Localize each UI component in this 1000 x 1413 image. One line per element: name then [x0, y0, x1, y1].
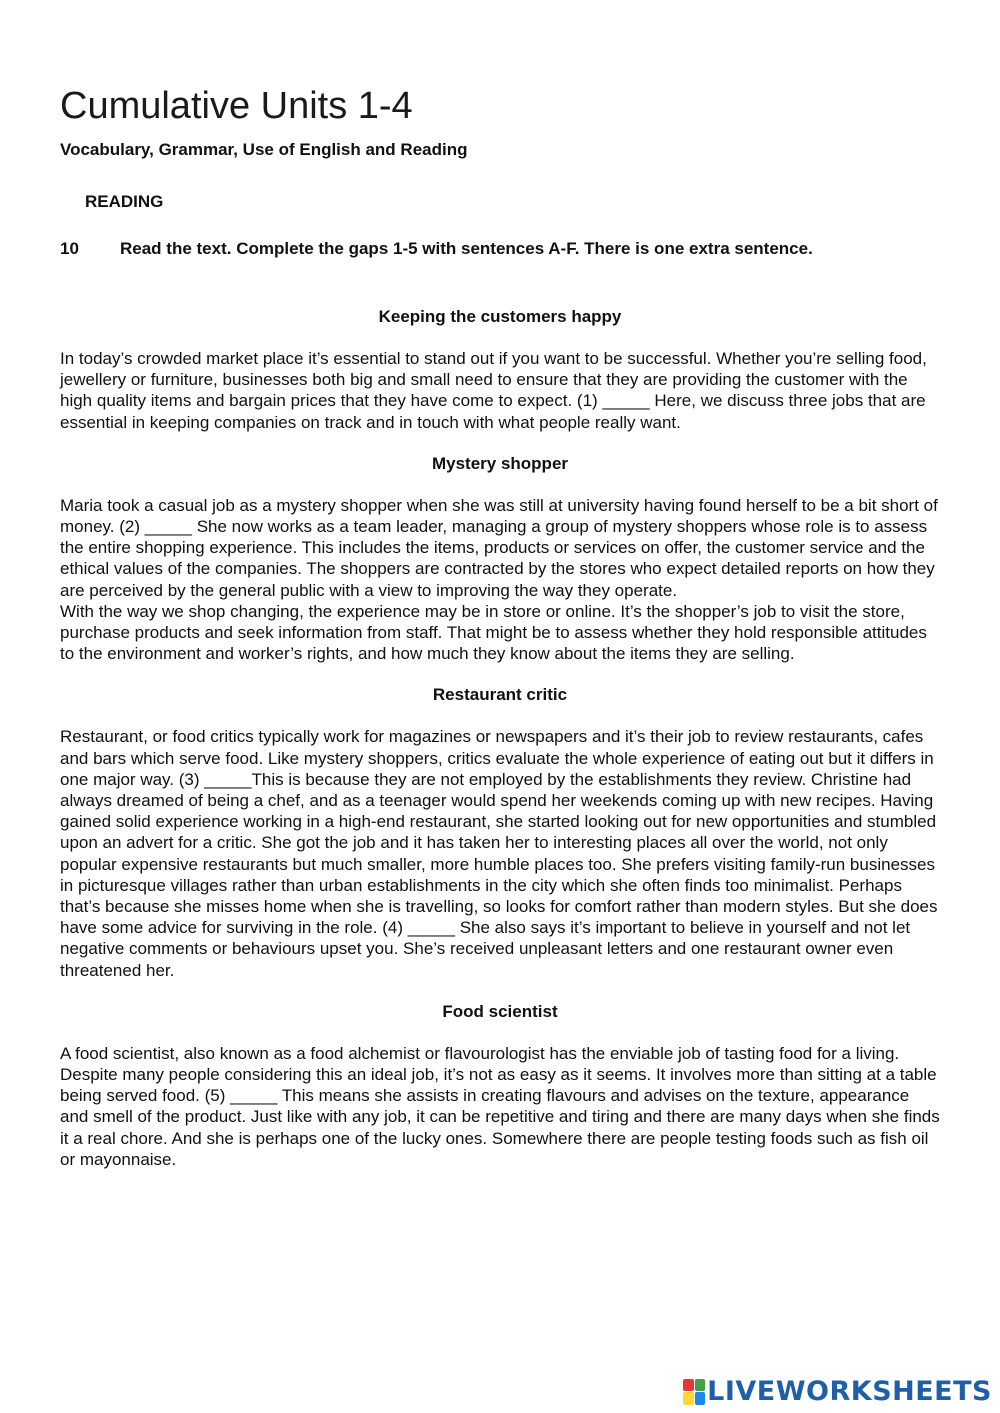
- section-heading-mystery-shopper: Mystery shopper: [431, 453, 569, 473]
- liveworksheets-logo-text: LIVEWORKSHEETS: [707, 1376, 992, 1407]
- section-heading-food-scientist: Food scientist: [442, 1001, 558, 1021]
- section-heading-restaurant-critic: Restaurant critic: [432, 685, 568, 705]
- liveworksheets-logo: [683, 1376, 992, 1407]
- mystery-shopper-paragraph-2: With the way we shop changing, the experience may be in store or online. It’s the shopper’s job to visit the store, purchase products and seek information from staff. That might be to assess whether they hold responsible attitudes to the environment and worker’s rights, and how much they know about the items they are selling.: [60, 601, 927, 664]
- exercise-text: Read the text. Complete the gaps 1-5 with sentences A-F. There is one extra sentence.: [120, 239, 813, 258]
- page-subtitle: Vocabulary, Grammar, Use of English and Reading: [60, 140, 468, 159]
- article-intro: In today’s crowded market place it’s essential to stand out if you want to be successful. Whether you’re selling food, jewellery or furniture, businesses both big and small need to ensure that they are providing the customer with the high quality items and bargain prices that they have come to expect. (1) _____ Here, we discuss three jobs that are essential in keeping companies on track and in touch with what people really want.: [60, 349, 927, 432]
- exercise-number: 10: [60, 239, 79, 258]
- worksheet-page: [60, 84, 940, 1170]
- exercise-instruction: [60, 239, 940, 259]
- article-heading: Keeping the customers happy: [378, 307, 622, 326]
- mystery-shopper-paragraph-1: Maria took a casual job as a mystery shopper when she was still at university having found herself to be a bit short of money. (2) _____ She now works as a team leader, managing a group of mystery shoppers whose role is to assess the entire shopping experience. This includes the items, products or services on offer, the customer service and the ethical values of the companies. The shoppers are contracted by the stores who expect detailed reports on how they are perceived by the general public with a view to improving the way they operate.: [60, 495, 938, 600]
- food-scientist-paragraph: A food scientist, also known as a food alchemist or flavourologist has the enviable job of tasting food for a living. Despite many people considering this an ideal job, it’s not as easy as it seems. It involves more than sitting at a table being served food. (5) _____ This means she assists in creating flavours and advises on the texture, appearance and smell of the product. Just like with any job, it can be repetitive and tiring and there are many days when she finds it a real chore. And she is perhaps one of the lucky ones. Somewhere there are people testing foods such as fish oil or mayonnaise.: [60, 1043, 940, 1169]
- liveworksheets-logo-icon: [683, 1379, 705, 1405]
- restaurant-critic-paragraph: Restaurant, or food critics typically work for magazines or newspapers and it’s their job to review restaurants, cafes and bars which serve food. Like mystery shoppers, critics evaluate the whole experience of eating out but it differs in one major way. (3) _____This is because they are not employed by the establishments they review. Christine had always dreamed of being a chef, and as a teenager would spend her weekends coming up with new recipes. Having gained solid experience working in a high-end restaurant, she started looking out for new opportunities and stumbled upon an advert for a critic. She got the job and it has taken her to interesting places all over the world, not only popular expensive restaurants but much smaller, more humble places too. She prefers visiting family-run businesses in picturesque villages rather than urban establishments in the city which she often finds too minimalist. Perhaps that’s because she misses home when she is travelling, so looks for comfort rather than modern styles. But she does have some advice for surviving in the role. (4) _____ She also says it’s important to believe in yourself and not let negative comments or behaviours upset you. She’s received unpleasant letters and one restaurant owner even threatened her.: [60, 727, 938, 980]
- page-title: Cumulative Units 1-4: [60, 85, 413, 127]
- section-label: READING: [85, 192, 164, 211]
